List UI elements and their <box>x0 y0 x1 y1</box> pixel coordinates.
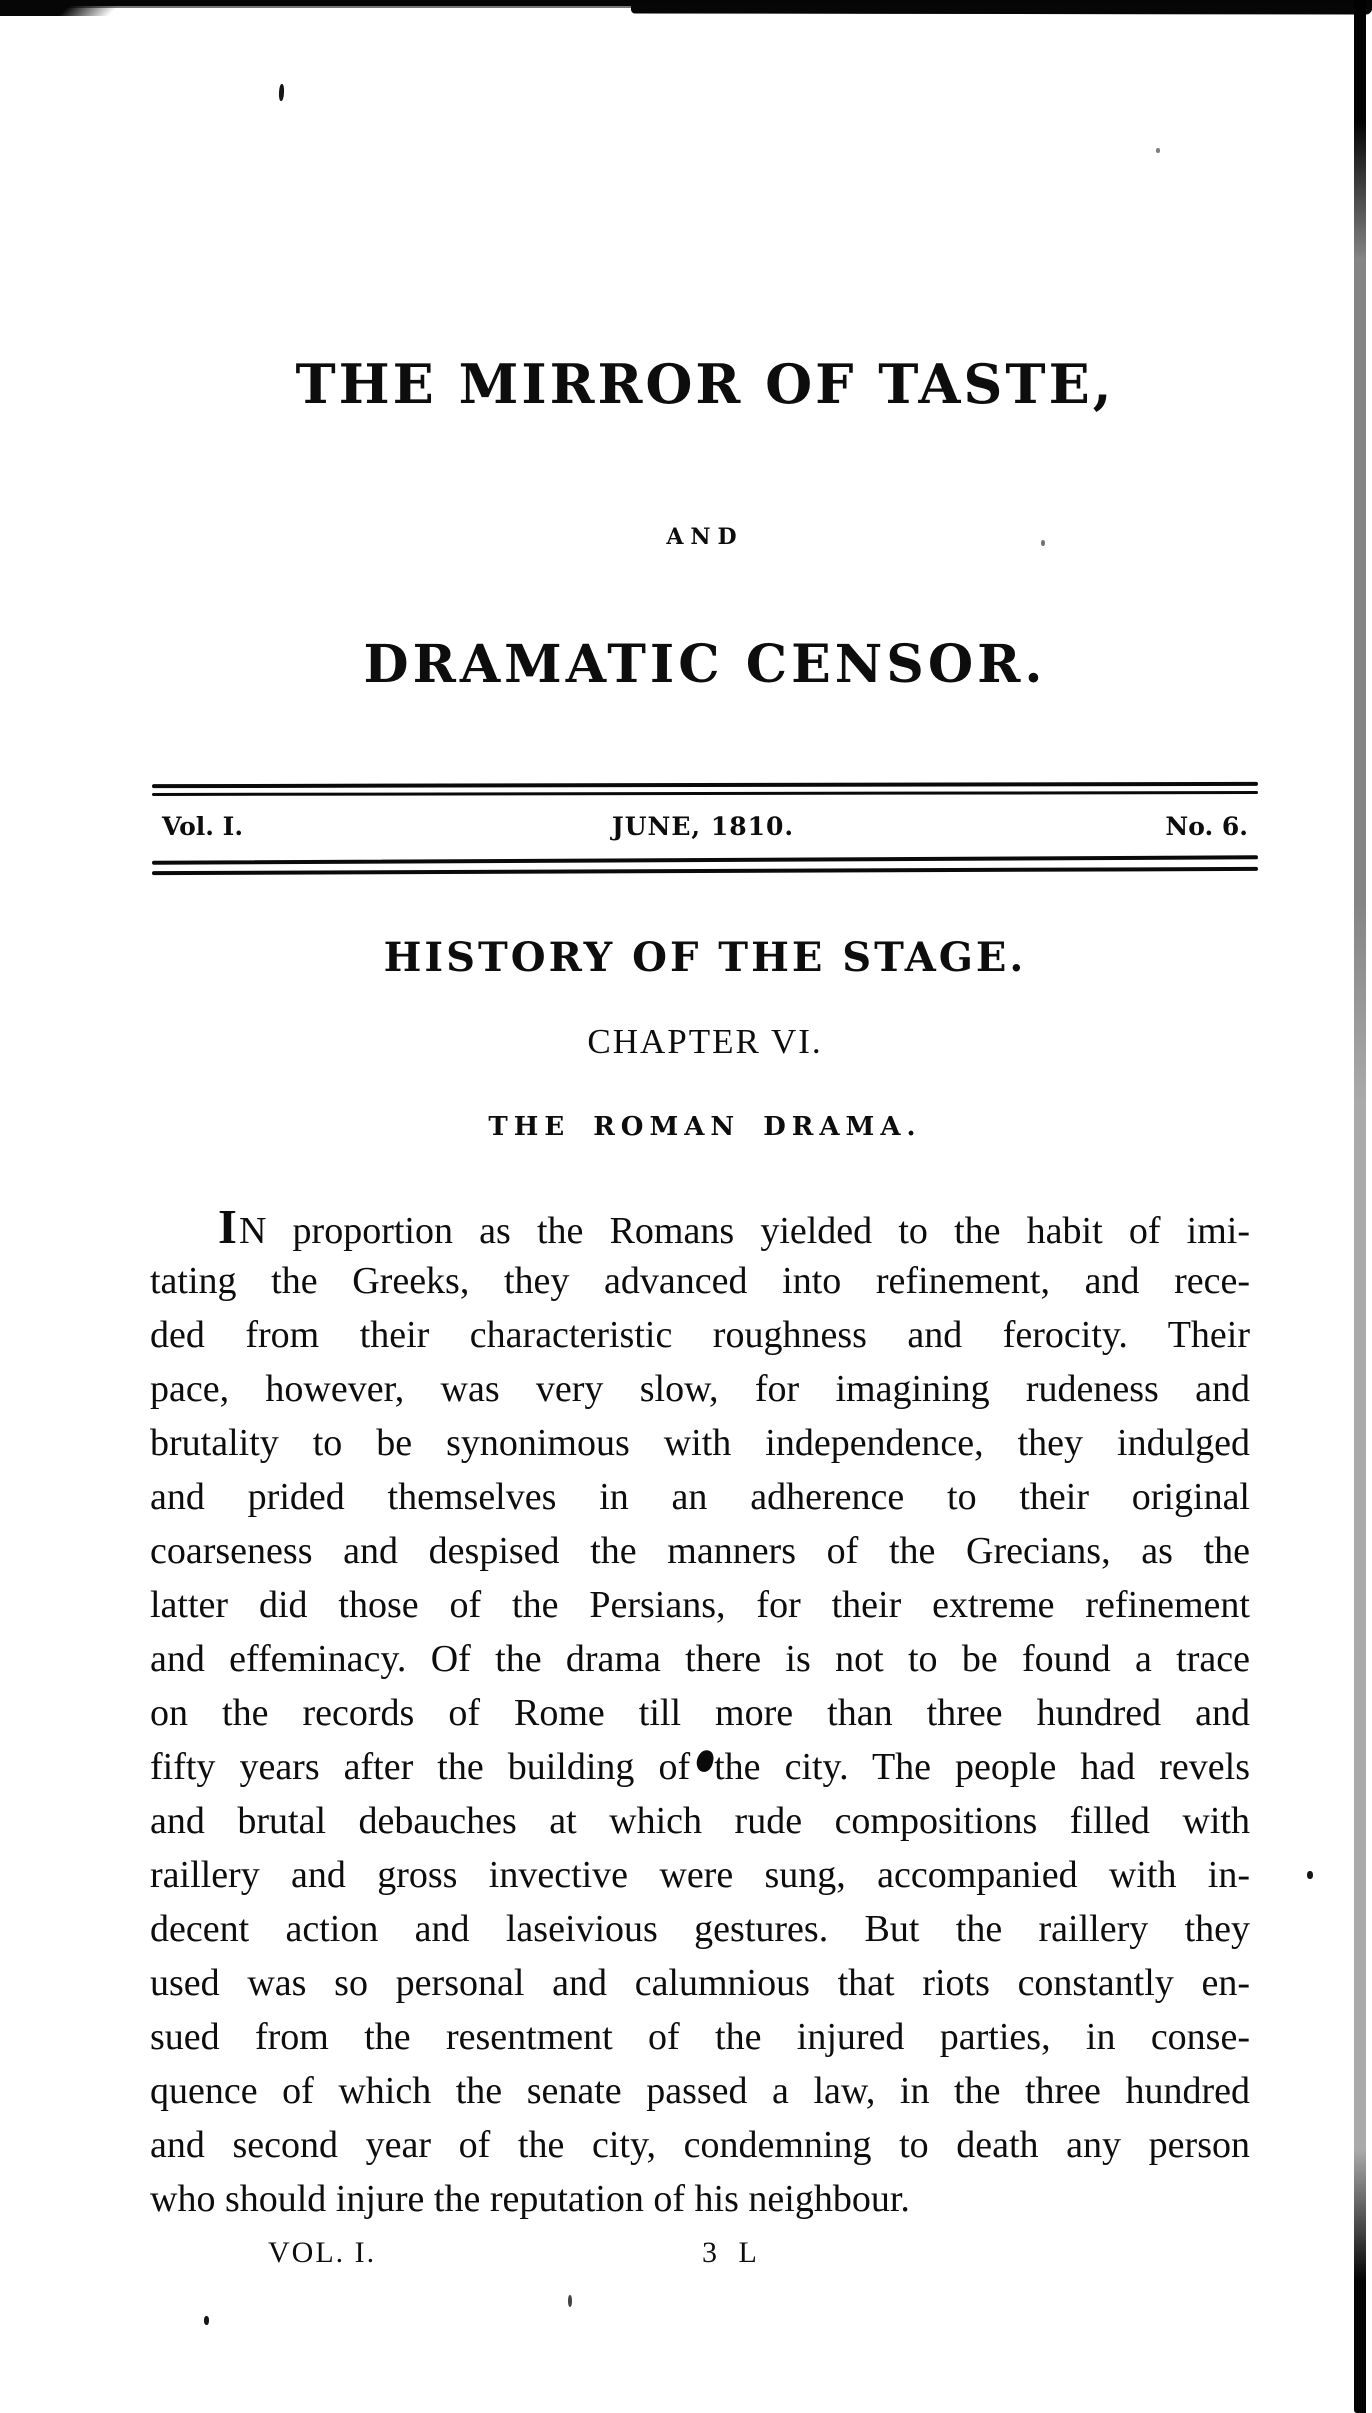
subject-heading: THE ROMAN DRAMA. <box>488 1112 922 1142</box>
body-line: decent action and laseivious gestures. But the raillery they <box>150 1908 1250 1950</box>
body-line: and brutal debauches at which rude compositions filled with <box>150 1800 1250 1842</box>
body-line: tating the Greeks, they advanced into refinement, and rece- <box>150 1260 1250 1302</box>
body-line: and prided themselves in an adherence to their original <box>150 1476 1250 1518</box>
body-line: brutality to be synonimous with independence, they indulged <box>150 1422 1250 1464</box>
body-line: raillery and gross invective were sung, accompanied with in- <box>150 1854 1250 1896</box>
body-line: on the records of Rome till more than three hundred and <box>150 1692 1250 1734</box>
body-line: coarseness and despised the manners of the Grecians, as the <box>150 1530 1250 1572</box>
scan-top-left-corner <box>0 0 150 16</box>
body-line: and second year of the city, condemning to death any person <box>150 2124 1250 2166</box>
body-line: ded from their characteristic roughness and ferocity. Their <box>150 1314 1250 1356</box>
footer-signature-mark: 3 L <box>702 2236 764 2269</box>
ink-speck <box>568 2295 572 2307</box>
ink-speck <box>1307 1871 1313 1879</box>
chapter-heading: CHAPTER VI. <box>587 1022 823 1061</box>
ink-speck <box>279 84 285 101</box>
article-body <box>150 1200 1250 2226</box>
volume-label: Vol. I. <box>162 812 244 841</box>
body-line: quence of which the senate passed a law, in the three hundred <box>150 2070 1250 2112</box>
double-rule-bottom-1 <box>152 855 1258 864</box>
body-line: pace, however, was very slow, for imagining rudeness and <box>150 1368 1250 1410</box>
double-rule-bottom-2 <box>152 867 1258 875</box>
body-line: IN proportion as the Romans yielded to the habit of imi- <box>218 1200 1250 1254</box>
footer-volume-mark: VOL. I. <box>268 2236 377 2269</box>
double-rule-top-1 <box>152 782 1258 788</box>
section-title: HISTORY OF THE STAGE. <box>383 934 1027 981</box>
issue-bar <box>152 806 1254 846</box>
scan-right-edge <box>1354 0 1366 2413</box>
body-line: sued from the resentment of the injured parties, in conse- <box>150 2016 1250 2058</box>
issue-number: No. 6. <box>1165 812 1248 841</box>
publication-title: THE MIRROR OF TASTE, <box>295 352 1115 416</box>
page-footer <box>150 2236 1250 2280</box>
body-line: used was so personal and calumnious that riots constantly en- <box>150 1962 1250 2004</box>
body-line: who should injure the reputation of his neighbour. <box>150 2178 910 2220</box>
masthead-conjunction: AND <box>666 524 744 550</box>
body-line: fifty years after the building of the city. The people had revels <box>150 1746 1250 1788</box>
publication-subtitle: DRAMATIC CENSOR. <box>363 634 1047 695</box>
issue-date: JUNE, 1810. <box>611 812 795 841</box>
scan-top-edge-thick <box>631 2 1372 14</box>
body-line: and effeminacy. Of the drama there is not to be found a trace <box>150 1638 1250 1680</box>
double-rule-top-2 <box>152 791 1258 796</box>
ink-speck <box>204 2316 209 2325</box>
ink-speck <box>1156 148 1160 153</box>
body-line: latter did those of the Persians, for their extreme refinement <box>150 1584 1250 1626</box>
